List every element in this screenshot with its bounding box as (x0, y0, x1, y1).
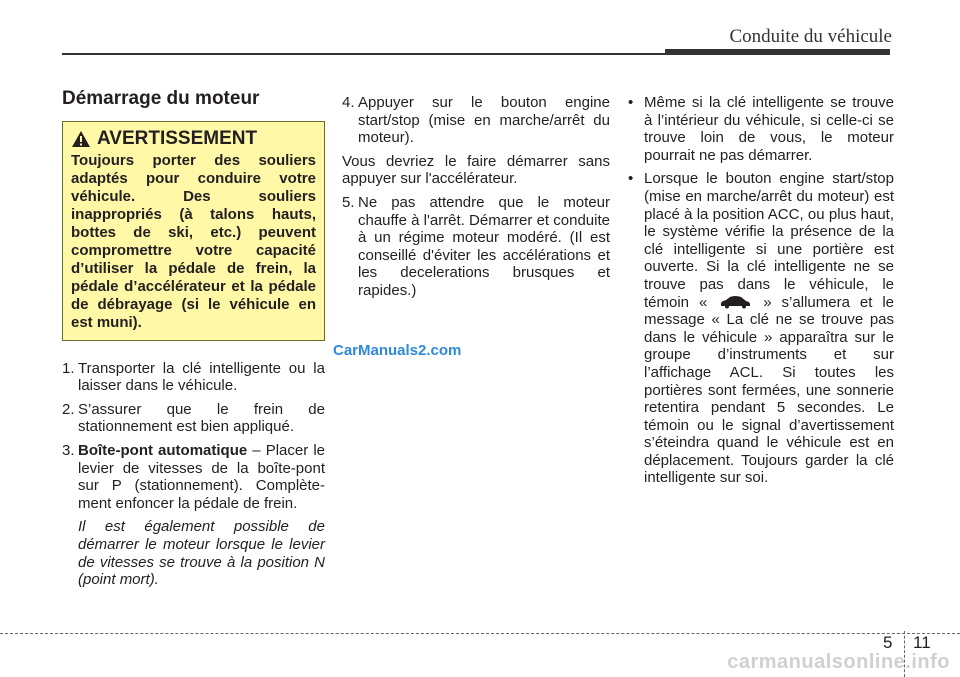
step-text: Appuyer sur le bouton engine start/stop (mise en marche/arrêt du moteur). (358, 94, 610, 147)
step-5 (342, 194, 610, 300)
step-3 (62, 442, 325, 512)
italic-note: Il est également possible de démarrer le moteur lorsque le levier de vitesses se trouve à la position N (point mort). (78, 518, 325, 589)
step-number: 1. (62, 359, 75, 377)
bullet-dot: • (628, 94, 634, 111)
section-title: Démarrage du moteur (62, 88, 260, 109)
step-text-container (78, 442, 325, 512)
right-column (628, 94, 894, 493)
paragraph: Vous devriez le faire démarrer sans appuyer sur l'accélérateur. (342, 152, 610, 188)
bullet-text-a: Lorsque le bouton engine start/stop (mise en marche/arrêt du moteur) est placé à la position ACC, ou plus haut, le système vérifie la présence de la clé intelligente si une portière est ouverte. Si la clé intelligente ne se trouve pas dans le véhicule, le témoin « (644, 170, 894, 311)
bullet-dot: • (628, 170, 634, 188)
middle-column (342, 94, 610, 306)
watermark-carmanuals2: CarManuals2.com (333, 342, 462, 359)
step-number: 4. (342, 94, 355, 111)
step-number: 2. (62, 400, 75, 418)
bullet-text-container (644, 170, 894, 487)
chapter-number: 5 (883, 633, 893, 652)
warning-header (71, 127, 316, 149)
header-title: Conduite du véhicule (729, 26, 892, 47)
footer-watermark: carmanualsonline.info (727, 651, 950, 673)
header-rule-thick (665, 49, 890, 55)
step-bold-label: Boîte-pont automatique (78, 441, 248, 459)
step-text: S’assurer que le frein de stationnement est bien appliqué. (78, 400, 325, 436)
left-column (62, 90, 325, 589)
bullet-text-b: » s’allumera et le message « La clé ne se trouve pas dans le véhicule » apparaîtra sur le groupe d’instruments et sur l’affichage ACL. Si toutes les portières sont fermées, une sonnerie retentira pendant 5 secondes. Le témoin ou le signal d’avertissement s’éteindra quand le véhicule est en déplacement. Toujours garder la clé intelligente sur soi. (644, 293, 895, 487)
step-1 (62, 360, 325, 395)
smart-key-car-icon (717, 295, 753, 309)
step-text: Transporter la clé intelligente ou la laisser dans le véhicule. (78, 359, 325, 395)
warning-text: Toujours porter des souliers adaptés pour conduire votre véhicule. Des souliers inappropriés (à talons hauts, bottes de ski, etc.) peuvent compromettre votre capacité d’utiliser la pédale de frein, la pédale d’accélérateur et la pédale de débrayage (si le véhicule en est muni). (71, 151, 316, 331)
bullet-2 (628, 170, 894, 487)
step-number: 3. (62, 441, 75, 459)
bullet-text: Même si la clé intelligente se trouve à l’intérieur du véhicule, si celle-ci se trouve loin de vous, le moteur pourrait ne pas démarrer. (644, 94, 894, 164)
warning-box (62, 121, 325, 341)
page-number: 11 (913, 633, 931, 652)
step-4 (342, 94, 610, 147)
warning-title: AVERTISSEMENT (97, 127, 258, 149)
footer-dashed-rule (0, 633, 960, 634)
step-text: – Placer le levier de vitesses de la boîte-pont sur P (stationnement). Complète-ment enfoncer la pédale de frein. (78, 441, 325, 512)
warning-triangle-icon (71, 130, 91, 148)
bullet-1 (628, 94, 894, 164)
step-2 (62, 401, 325, 436)
step-text: Ne pas attendre que le moteur chauffe à l'arrêt. Démarrer et conduite à un régime moteur modéré. (Il est conseillé d'éviter les accélérations et les decelerations brusques et rapides.) (358, 193, 610, 299)
step-number: 5. (342, 193, 355, 211)
